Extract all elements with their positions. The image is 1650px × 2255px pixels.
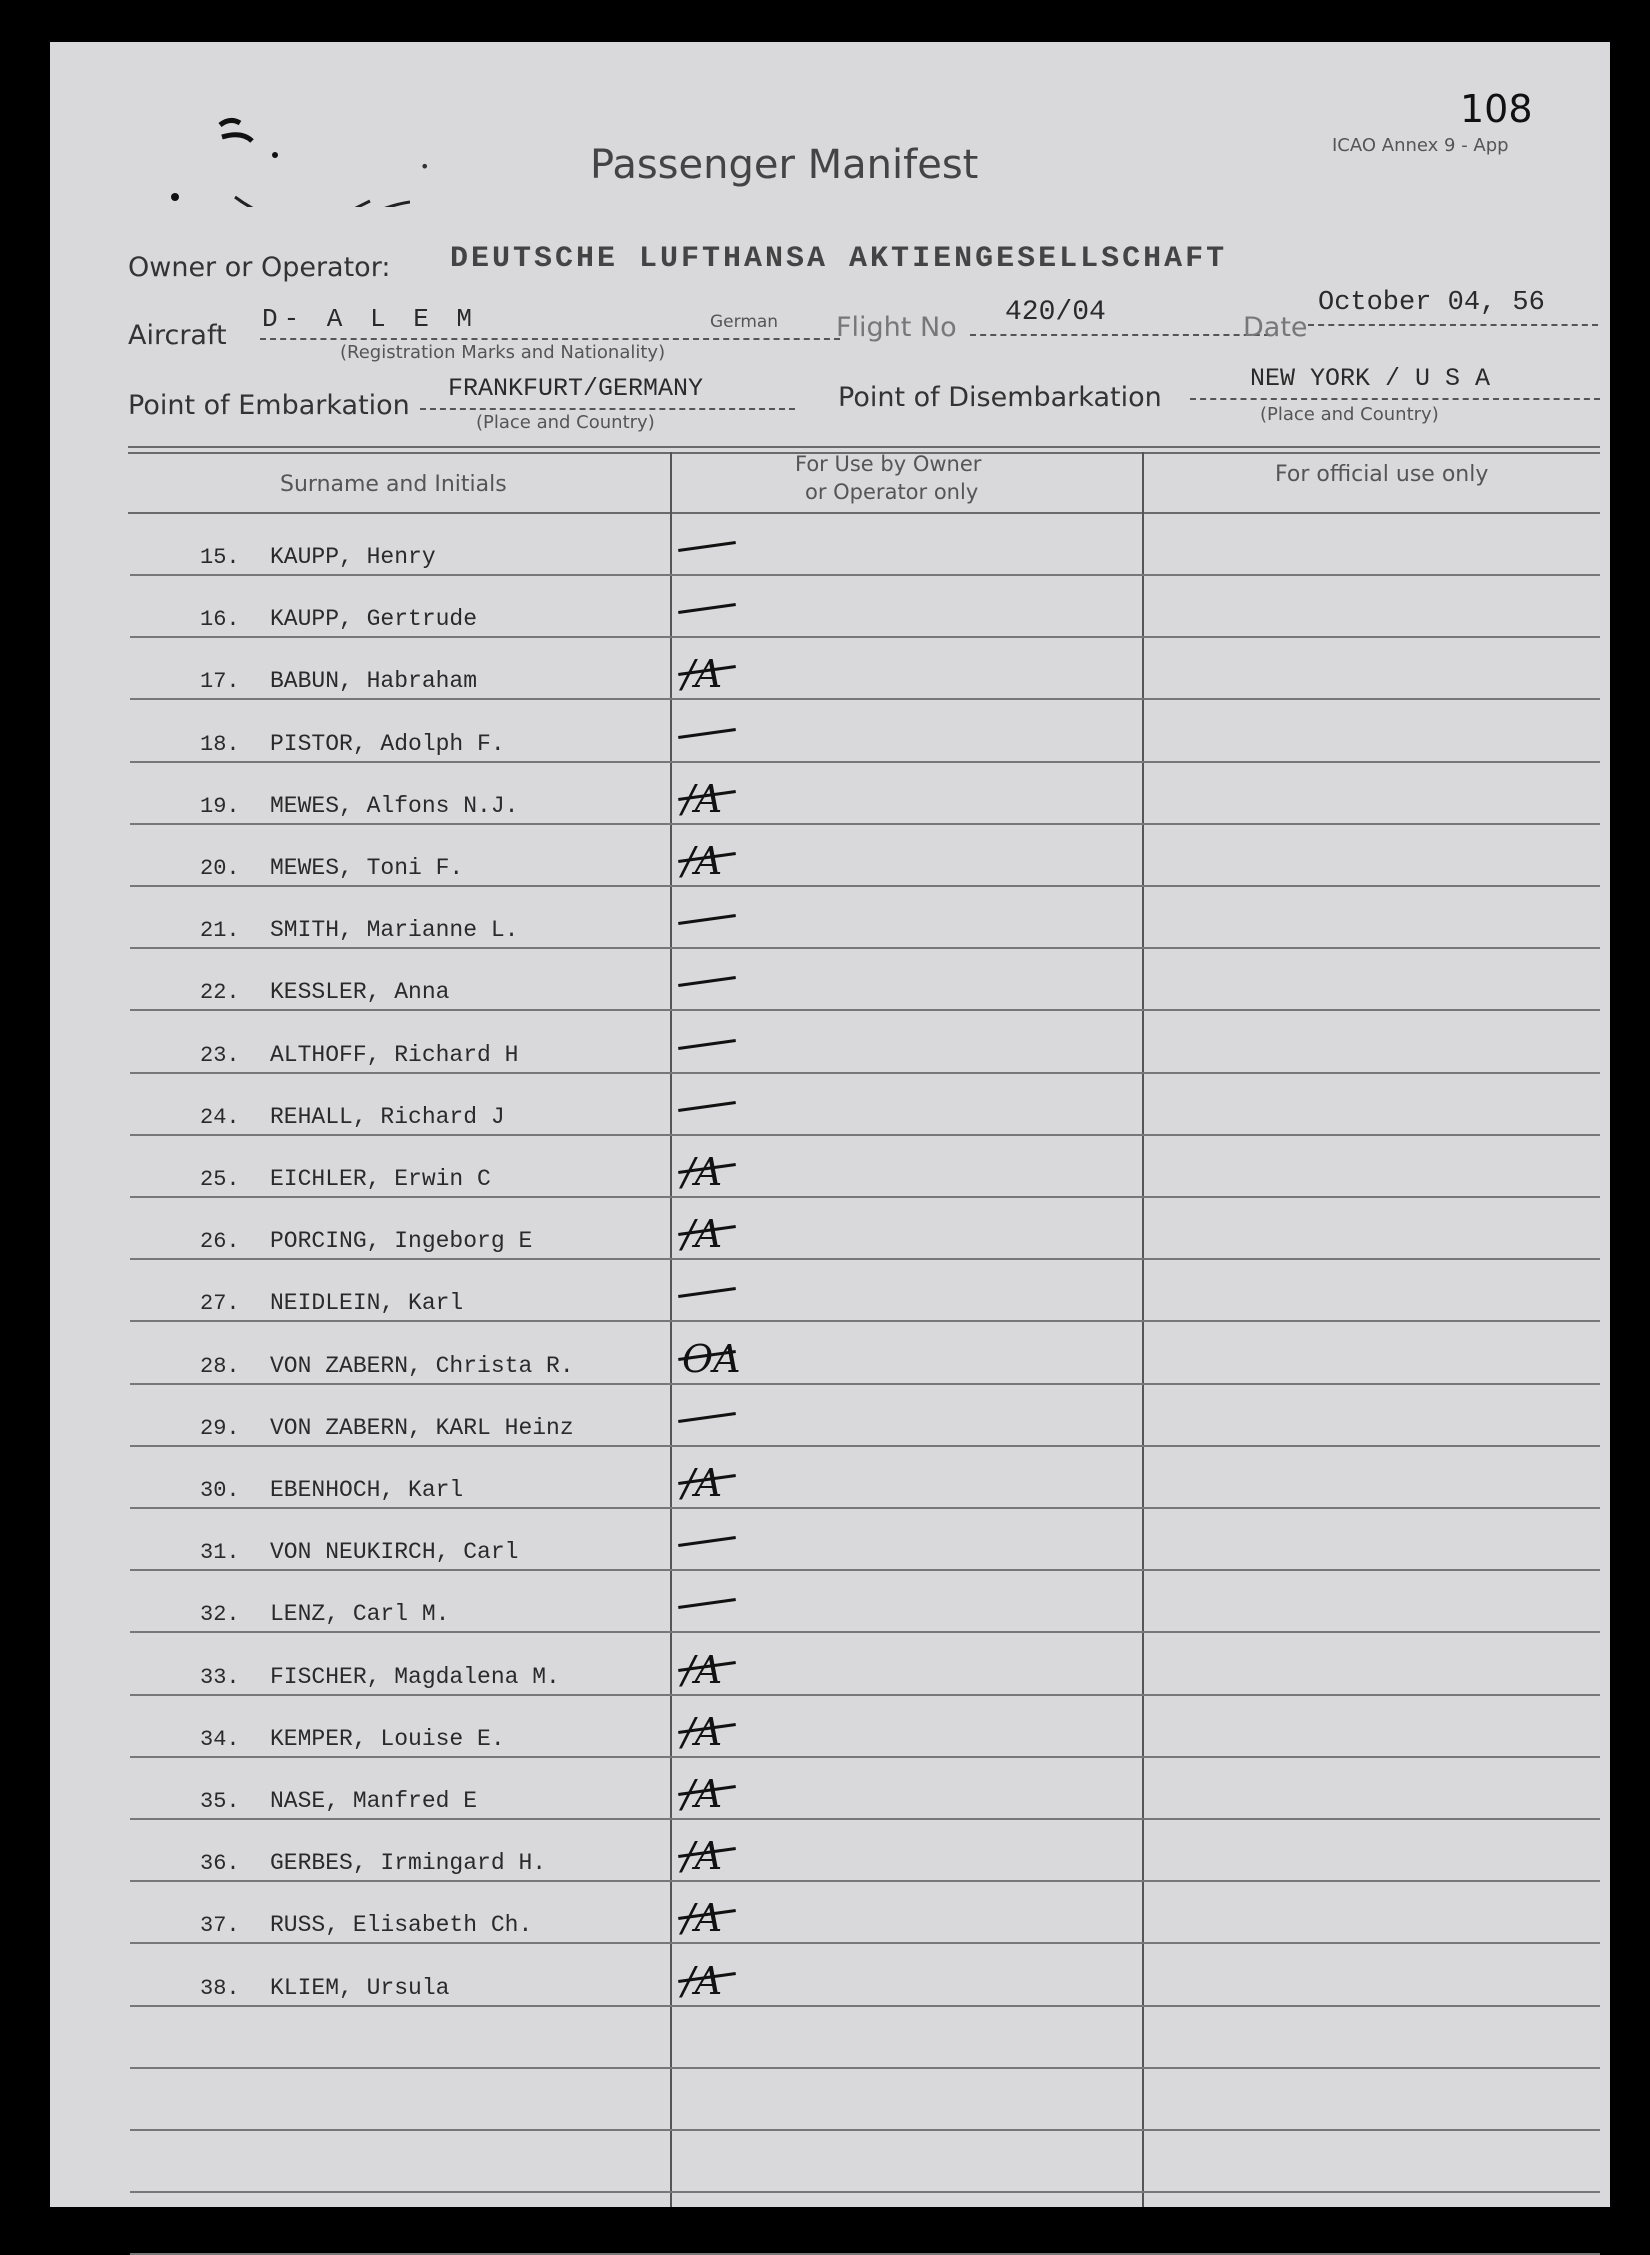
row-number: 35. [200,1789,240,1814]
passenger-name: NASE, Manfred E [270,1788,478,1814]
passenger-name: RUSS, Elisabeth Ch. [270,1912,533,1939]
table-row [130,1260,1600,1322]
handwritten-mark: /A [682,1896,723,1941]
row-number: 17. [200,669,240,695]
col-header-owner-1: For Use by Owner [795,452,982,476]
passenger-name: KAUPP, Gertrude [270,606,478,633]
handwritten-stroke [678,728,736,739]
row-number: 16. [200,607,240,633]
passenger-name: KEMPER, Louise E. [270,1725,505,1752]
empty-table-row [130,2131,1600,2193]
date-underline [1308,324,1598,326]
passenger-name: MEWES, Alfons N.J. [270,792,519,819]
table-row [130,1696,1600,1758]
passenger-name: REHALL, Richard J [270,1103,505,1130]
table-row [130,949,1600,1011]
col-header-surname: Surname and Initials [280,472,507,497]
handwritten-mark: OA [682,1336,741,1381]
row-number: 33. [200,1664,240,1690]
row-number: 27. [200,1291,240,1317]
handwritten-stroke [678,1039,736,1050]
manifest-sheet [50,42,1610,2207]
lufthansa-crane-logo [110,97,410,207]
table-row [130,763,1600,825]
passenger-name: GERBES, Irmingard H. [270,1850,547,1877]
row-number: 15. [200,545,240,570]
embarkation-caption: (Place and Country) [476,412,655,433]
row-number: 19. [200,793,240,819]
table-row [130,638,1600,700]
row-number: 26. [200,1229,240,1255]
passenger-name: KAUPP, Henry [270,544,436,570]
col-header-owner-2: or Operator only [805,480,979,504]
date-label: Date [1243,312,1308,343]
row-number: 21. [200,918,240,944]
header-rule-top [128,446,1600,448]
date-value: October 04, 56 [1318,288,1545,318]
page-title: Passenger Manifest [590,142,979,188]
handwritten-mark: /A [682,839,723,883]
handwritten-mark: /A [682,1150,723,1194]
handwritten-mark: /A [682,1647,723,1692]
handwritten-stroke [678,1101,736,1112]
handwritten-mark: /A [682,776,723,821]
handwritten-mark: /A [682,1772,723,1816]
col-header-official: For official use only [1275,462,1489,487]
aircraft-registration: D- A L E M [262,304,479,334]
table-row [130,887,1600,949]
passenger-name: VON NEUKIRCH, Carl [270,1539,519,1566]
table-row [130,1136,1600,1198]
passenger-name: BABUN, Habraham [270,668,478,695]
table-row [130,825,1600,887]
passenger-name: EBENHOCH, Karl [270,1477,464,1503]
row-number: 28. [200,1353,240,1379]
row-number: 20. [200,856,240,881]
row-number: 23. [200,1042,240,1068]
empty-table-row [130,2193,1600,2255]
disembarkation-value: NEW YORK / U S A [1250,364,1491,393]
table-row [130,1820,1600,1882]
handwritten-stroke [678,541,736,552]
embarkation-underline [420,408,795,410]
handwritten-stroke [678,603,736,614]
empty-table-row [130,2007,1600,2069]
flight-number: 420/04 [1005,297,1106,328]
table-row [130,1447,1600,1509]
row-number: 22. [200,980,240,1006]
handwritten-mark: /A [682,1461,723,1505]
table-row [130,1634,1600,1696]
row-number: 38. [200,1975,240,2001]
disembarkation-caption: (Place and Country) [1260,404,1439,425]
handwritten-stroke [678,976,736,987]
handwritten-stroke [678,1536,736,1547]
embarkation-label: Point of Embarkation [128,390,410,421]
aircraft-caption: (Registration Marks and Nationality) [340,342,666,363]
table-row [130,514,1600,576]
passenger-name: EICHLER, Erwin C [270,1166,491,1192]
passenger-name: VON ZABERN, Christa R. [270,1352,574,1379]
passenger-name: PORCING, Ingeborg E [270,1228,533,1255]
passenger-name: SMITH, Marianne L. [270,917,519,944]
passenger-name: KESSLER, Anna [270,979,450,1006]
table-row [130,1074,1600,1136]
handwritten-stroke [678,914,736,925]
page-number: 108 [1460,87,1533,131]
handwritten-mark: /A [682,652,723,697]
row-number: 36. [200,1851,240,1877]
table-row [130,1323,1600,1385]
passenger-name: ALTHOFF, Richard H [270,1041,519,1068]
passenger-name: LENZ, Carl M. [270,1601,450,1628]
passenger-name: MEWES, Toni F. [270,855,464,881]
empty-table-row [130,2069,1600,2131]
annex-reference: ICAO Annex 9 - App [1332,135,1509,156]
row-number: 30. [200,1478,240,1503]
aircraft-underline [260,338,840,340]
dot: • [420,157,430,176]
row-number: 24. [200,1104,240,1130]
flight-underline [970,334,1270,336]
table-row [130,1571,1600,1633]
table-row [130,1882,1600,1944]
owner-value: DEUTSCHE LUFTHANSA AKTIENGESELLSCHAFT [450,242,1228,276]
row-number: 37. [200,1913,240,1939]
passenger-name: FISCHER, Magdalena M. [270,1663,560,1690]
row-number: 29. [200,1415,240,1441]
handwritten-mark: /A [682,1709,723,1754]
disembarkation-label: Point of Disembarkation [838,382,1162,413]
row-number: 25. [200,1167,240,1192]
handwritten-stroke [678,1598,736,1609]
table-row [130,1012,1600,1074]
handwritten-mark: /A [682,1958,723,2003]
embarkation-value: FRANKFURT/GERMANY [448,374,704,403]
row-number: 18. [200,731,240,757]
passenger-name: KLIEM, Ursula [270,1974,450,2001]
table-row [130,701,1600,763]
table-row [130,576,1600,638]
row-number: 31. [200,1540,240,1566]
table-row [130,1509,1600,1571]
handwritten-stroke [678,1412,736,1423]
disembarkation-underline [1190,398,1600,400]
handwritten-mark: /A [682,1212,723,1257]
row-number: 34. [200,1726,240,1752]
aircraft-label: Aircraft [128,320,227,351]
table-row [130,1758,1600,1820]
table-row [130,1198,1600,1260]
row-number: 32. [200,1602,240,1628]
table-row [130,1385,1600,1447]
table-row [130,1945,1600,2007]
handwritten-mark: /A [682,1834,723,1879]
owner-label: Owner or Operator: [128,252,391,283]
passenger-name: NEIDLEIN, Karl [270,1290,464,1317]
passenger-name: VON ZABERN, KARL Heinz [270,1414,574,1441]
passenger-name: PISTOR, Adolph F. [270,730,505,757]
aircraft-nationality: German [710,312,779,332]
flight-label: Flight No [836,312,957,343]
handwritten-stroke [678,1287,736,1298]
